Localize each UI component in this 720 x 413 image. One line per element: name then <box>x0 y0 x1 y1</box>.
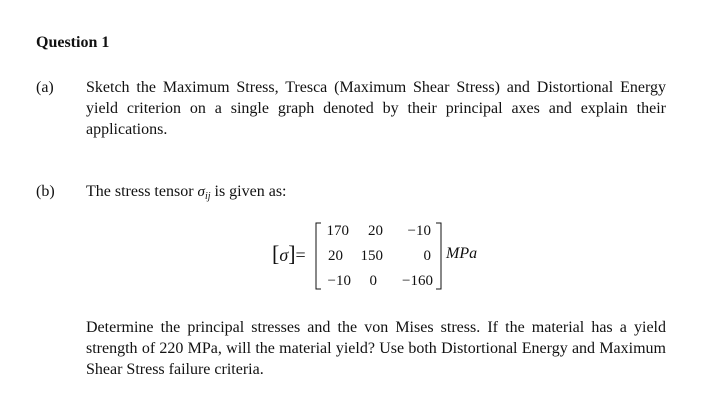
lhs-sigma-symbol: σ <box>279 245 289 265</box>
stress-matrix <box>315 222 442 290</box>
intro-after-text: is given as: <box>214 183 287 200</box>
matrix-cell-r2c3: 0 <box>423 248 431 264</box>
matrix-cell-r2c2: 150 <box>360 248 383 264</box>
matrix-cell-r3c3: −160 <box>402 273 433 289</box>
matrix-cell-r3c1: −10 <box>327 273 351 289</box>
unit-label: MPa <box>446 245 478 262</box>
matrix-cell-r1c1: 170 <box>326 223 349 239</box>
stress-tensor-subscript: ij <box>204 191 211 202</box>
part-a-text: Sketch the Maximum Stress, Tresca (Maximum Shear Stress) and Distortional Energy yield criterion on a single graph denoted by their principal axes and explain their applications. <box>86 79 666 138</box>
matrix-cell-r1c3: −10 <box>407 223 431 239</box>
question-heading: Question 1 <box>36 34 110 51</box>
matrix-cell-r2c1: 20 <box>328 248 343 264</box>
intro-before-text: The stress tensor <box>86 183 194 200</box>
equation-lhs: [σ]= <box>272 241 306 266</box>
stress-tensor-symbol: $\sigma_{ij}$ <box>197 184 211 202</box>
stress-tensor-equation <box>268 218 488 294</box>
part-b-question-text: Determine the principal stresses and the von Mises stress. If the material has a yield strength of 220 MPa, will the material yield? Use both Distortional Energy and Maximum Shear Stress failure criteria. <box>86 319 666 378</box>
equals-sign: = <box>295 245 306 265</box>
part-b-intro <box>86 181 666 207</box>
matrix-cell-r3c2: 0 <box>369 273 377 289</box>
part-a-marker: (a) <box>36 79 54 96</box>
matrix-cell-r1c2: 20 <box>368 223 383 239</box>
part-b-marker: (b) <box>36 183 55 200</box>
